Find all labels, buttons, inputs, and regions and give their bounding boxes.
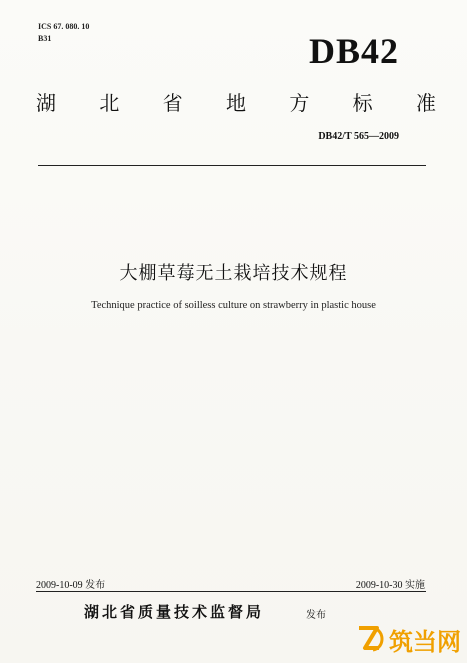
publisher-name: 湖北省质量技术监督局: [84, 603, 265, 621]
standard-type-char: 准: [415, 91, 436, 115]
top-divider: [38, 165, 426, 166]
issue-date: 2009-10-09 发布: [36, 580, 106, 591]
bottom-divider: [36, 591, 426, 592]
implementation-date: 2009-10-30 实施: [355, 580, 425, 591]
standard-type-char: 北: [99, 91, 120, 115]
standard-number: DB42/T 565—2009: [318, 131, 399, 142]
watermark-text: 筑当网: [389, 628, 461, 656]
standard-type-char: 方: [289, 91, 310, 115]
title-chinese: 大棚草莓无土栽培技术规程: [119, 263, 348, 284]
watermark: [353, 622, 461, 656]
db42-logo: DB42: [308, 31, 399, 71]
standard-type-char: 省: [162, 91, 183, 115]
standard-type-char: 湖: [36, 91, 56, 115]
title-english: Technique practice of soilless culture on strawberry in plastic house: [91, 300, 376, 311]
ccs-code: B31: [38, 34, 52, 43]
standard-type-char: 地: [225, 91, 246, 115]
standard-type: [36, 87, 436, 116]
zd-logo-icon: [353, 622, 387, 656]
ics-code: ICS 67. 080. 10: [38, 22, 90, 31]
publisher-suffix: 发布: [306, 610, 326, 621]
standard-type-char: 标: [352, 91, 373, 115]
